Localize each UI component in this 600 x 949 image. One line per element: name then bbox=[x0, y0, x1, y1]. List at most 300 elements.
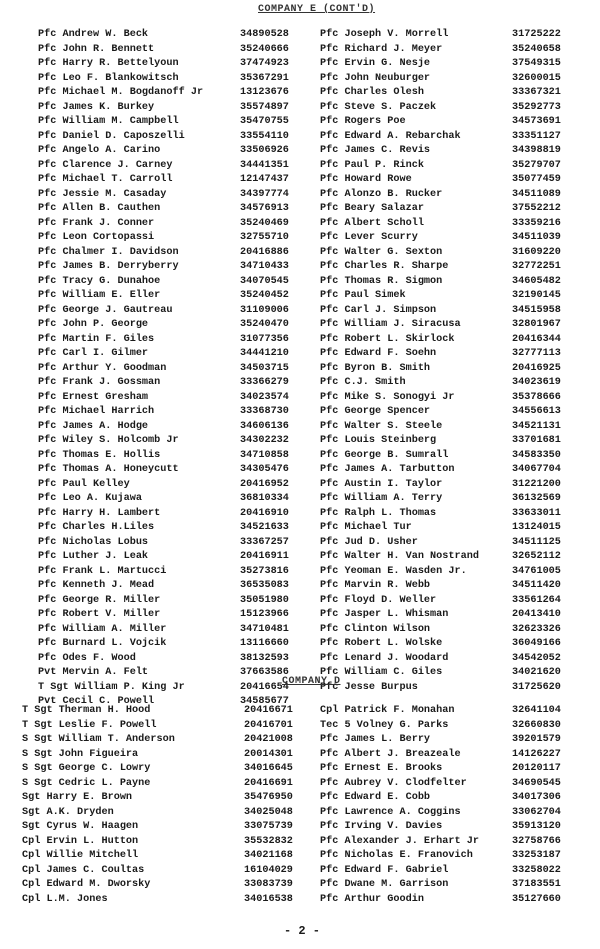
roster-entry bbox=[38, 144, 308, 159]
page-number: - 2 - bbox=[284, 924, 321, 938]
roster-entry bbox=[38, 565, 308, 580]
roster-entry bbox=[38, 260, 308, 275]
soldier-name: Pfc Wiley S. Holcomb Jr bbox=[38, 435, 179, 446]
serial-number: 35279707 bbox=[512, 159, 561, 171]
soldier-name: Pfc Thomas A. Honeycutt bbox=[38, 464, 179, 475]
soldier-name: Sgt Cyrus W. Haagen bbox=[22, 821, 139, 832]
company-d-left-column bbox=[22, 704, 307, 907]
serial-number: 34576913 bbox=[240, 203, 289, 214]
roster-entry bbox=[320, 434, 582, 449]
serial-number: 31221200 bbox=[512, 478, 561, 490]
roster-entry bbox=[38, 420, 308, 435]
soldier-name: Pfc Jasper L. Whisman bbox=[320, 609, 449, 620]
soldier-name: Pfc Arthur Y. Goodman bbox=[38, 362, 167, 374]
roster-entry bbox=[38, 362, 308, 377]
serial-number: 34606136 bbox=[240, 420, 289, 432]
roster-entry bbox=[320, 893, 582, 908]
roster-entry bbox=[320, 173, 582, 188]
serial-number: 34021168 bbox=[244, 850, 293, 861]
soldier-name: Pfc Edward A. Rebarchak bbox=[320, 130, 461, 142]
serial-number: 35378666 bbox=[512, 391, 561, 403]
serial-number: 34710433 bbox=[240, 261, 289, 272]
roster-entry bbox=[320, 791, 582, 806]
serial-number: 33633011 bbox=[512, 507, 561, 519]
serial-number: 31609220 bbox=[512, 246, 561, 258]
serial-number: 36132569 bbox=[512, 493, 561, 504]
serial-number: 34023574 bbox=[240, 391, 289, 403]
roster-entry bbox=[38, 347, 308, 362]
serial-number: 35077459 bbox=[512, 174, 561, 185]
roster-entry bbox=[38, 405, 308, 420]
soldier-name: Pfc Robert L. Skirlock bbox=[320, 333, 455, 345]
serial-number: 34398819 bbox=[512, 145, 561, 156]
serial-number: 34515958 bbox=[512, 304, 561, 316]
roster-entry bbox=[38, 579, 308, 594]
serial-number: 35240452 bbox=[240, 290, 289, 301]
roster-entry bbox=[38, 652, 308, 667]
serial-number: 20416671 bbox=[244, 705, 293, 716]
roster-entry bbox=[320, 28, 582, 43]
serial-number: 31077356 bbox=[240, 333, 289, 345]
soldier-name: S Sgt John Figueira bbox=[22, 748, 139, 760]
roster-entry bbox=[320, 733, 582, 748]
serial-number: 34511125 bbox=[512, 536, 561, 548]
soldier-name: Pfc Burnard L. Vojcik bbox=[38, 638, 167, 649]
roster-entry bbox=[38, 449, 308, 464]
soldier-name: Pfc James K. Burkey bbox=[38, 101, 155, 113]
roster-entry bbox=[38, 536, 308, 551]
soldier-name: Pfc William A. Miller bbox=[38, 623, 167, 635]
roster-entry bbox=[320, 318, 582, 333]
serial-number: 33075739 bbox=[244, 821, 293, 832]
serial-number: 33253187 bbox=[512, 850, 561, 861]
serial-number: 35240666 bbox=[240, 43, 289, 55]
roster-entry bbox=[38, 115, 308, 130]
soldier-name: Pfc Luther J. Leak bbox=[38, 551, 149, 562]
soldier-name: Pfc Albert J. Breazeale bbox=[320, 748, 461, 760]
serial-number: 20413410 bbox=[512, 609, 561, 620]
roster-entry bbox=[22, 791, 307, 806]
soldier-name: Pfc Walter S. Steele bbox=[320, 420, 443, 432]
serial-number: 32777113 bbox=[512, 348, 561, 359]
soldier-name: Pfc Austin I. Taylor bbox=[320, 478, 443, 490]
soldier-name: Pfc Harry R. Bettelyoun bbox=[38, 58, 179, 69]
roster-entry bbox=[320, 478, 582, 493]
soldier-name: Pfc James L. Berry bbox=[320, 734, 431, 745]
soldier-name: T Sgt William P. King Jr bbox=[38, 681, 185, 693]
soldier-name: Cpl Patrick F. Monahan bbox=[320, 705, 455, 716]
roster-entry bbox=[38, 608, 308, 623]
serial-number: 20416925 bbox=[512, 362, 561, 374]
soldier-name: Pfc James A. Hodge bbox=[38, 420, 149, 432]
roster-entry bbox=[38, 478, 308, 493]
roster-entry bbox=[320, 449, 582, 464]
soldier-name: Pfc Edward F. Gabriel bbox=[320, 864, 449, 876]
soldier-name: S Sgt Cedric L. Payne bbox=[22, 777, 151, 789]
serial-number: 32758766 bbox=[512, 835, 561, 847]
serial-number: 37663586 bbox=[240, 667, 289, 678]
soldier-name: Pfc C.J. Smith bbox=[320, 377, 406, 388]
serial-number: 34583350 bbox=[512, 449, 561, 461]
serial-number: 35367291 bbox=[240, 72, 289, 84]
serial-number: 33561264 bbox=[512, 594, 561, 606]
soldier-name: Pfc John R. Bennett bbox=[38, 43, 155, 55]
serial-number: 33368730 bbox=[240, 406, 289, 417]
soldier-name: Pfc Martin F. Giles bbox=[38, 333, 155, 345]
soldier-name: Sgt A.K. Dryden bbox=[22, 806, 114, 818]
serial-number: 35051980 bbox=[240, 594, 289, 606]
serial-number: 34025048 bbox=[244, 806, 293, 818]
serial-number: 13124015 bbox=[512, 522, 561, 533]
serial-number: 34067704 bbox=[512, 464, 561, 475]
roster-entry bbox=[38, 594, 308, 609]
roster-entry bbox=[320, 550, 582, 565]
soldier-name: Pfc Howard Rowe bbox=[320, 174, 412, 185]
serial-number: 20416344 bbox=[512, 333, 561, 345]
soldier-name: Pfc Lenard J. Woodard bbox=[320, 652, 449, 664]
soldier-name: Pfc Louis Steinberg bbox=[320, 435, 437, 446]
serial-number: 20421008 bbox=[244, 734, 293, 745]
roster-entry bbox=[38, 333, 308, 348]
roster-entry bbox=[38, 550, 308, 565]
roster-entry bbox=[320, 188, 582, 203]
soldier-name: Pfc Walter H. Van Nostrand bbox=[320, 551, 479, 562]
roster-entry bbox=[320, 304, 582, 319]
serial-number: 35240469 bbox=[240, 217, 289, 229]
roster-entry bbox=[320, 463, 582, 478]
roster-entry bbox=[38, 391, 308, 406]
roster-entry bbox=[22, 835, 307, 850]
soldier-name: Pfc Lever Scurry bbox=[320, 232, 418, 243]
roster-entry bbox=[320, 608, 582, 623]
soldier-name: Cpl Edward M. Dworsky bbox=[22, 879, 151, 890]
roster-entry bbox=[22, 762, 307, 777]
roster-entry bbox=[320, 217, 582, 232]
soldier-name: Pfc Jessie M. Casaday bbox=[38, 188, 167, 200]
soldier-name: Pfc Dwane M. Garrison bbox=[320, 879, 449, 890]
serial-number: 35913120 bbox=[512, 821, 561, 832]
soldier-name: Pfc Ernest Gresham bbox=[38, 391, 149, 403]
serial-number: 35240470 bbox=[240, 319, 289, 330]
serial-number: 13123676 bbox=[240, 87, 289, 98]
serial-number: 35476950 bbox=[244, 792, 293, 803]
roster-entry bbox=[320, 835, 582, 850]
soldier-name: Pfc Nicholas Lobus bbox=[38, 536, 149, 548]
soldier-name: Pfc John Neuburger bbox=[320, 72, 431, 84]
soldier-name: Cpl James C. Coultas bbox=[22, 864, 145, 876]
serial-number: 32652112 bbox=[512, 551, 561, 562]
roster-entry bbox=[320, 652, 582, 667]
roster-entry bbox=[320, 57, 582, 72]
soldier-name: S Sgt William T. Anderson bbox=[22, 734, 175, 745]
roster-entry bbox=[38, 202, 308, 217]
serial-number: 34023619 bbox=[512, 377, 561, 388]
soldier-name: Cpl Willie Mitchell bbox=[22, 850, 139, 861]
serial-number: 12147437 bbox=[240, 174, 289, 185]
soldier-name: Pfc Charles Olesh bbox=[320, 87, 424, 98]
serial-number: 33701681 bbox=[512, 435, 561, 446]
company-d-header: COMPANY D bbox=[282, 676, 341, 687]
soldier-name: Pfc Ernest E. Brooks bbox=[320, 763, 443, 774]
soldier-name: Pfc Leo F. Blankowitsch bbox=[38, 72, 179, 84]
roster-entry bbox=[38, 376, 308, 391]
roster-entry bbox=[320, 507, 582, 522]
roster-entry bbox=[38, 28, 308, 43]
soldier-name: Pfc Clinton Wilson bbox=[320, 623, 431, 635]
roster-entry bbox=[320, 777, 582, 792]
roster-entry bbox=[38, 188, 308, 203]
serial-number: 34511420 bbox=[512, 580, 561, 591]
soldier-name: Pfc George R. Miller bbox=[38, 594, 161, 606]
roster-entry bbox=[320, 246, 582, 261]
serial-number: 20416952 bbox=[240, 478, 289, 490]
soldier-name: Pfc Frank J. Conner bbox=[38, 217, 155, 229]
roster-entry bbox=[38, 304, 308, 319]
serial-number: 13116660 bbox=[240, 638, 289, 649]
soldier-name: Pfc Byron B. Smith bbox=[320, 362, 431, 374]
roster-entry bbox=[320, 492, 582, 507]
company-e-header: COMPANY E (CONT'D) bbox=[258, 4, 376, 15]
serial-number: 32801967 bbox=[512, 319, 561, 330]
roster-entry bbox=[320, 864, 582, 879]
roster-entry bbox=[320, 762, 582, 777]
roster-entry bbox=[320, 579, 582, 594]
serial-number: 15123966 bbox=[240, 609, 289, 620]
roster-entry bbox=[22, 820, 307, 835]
serial-number: 20416654 bbox=[240, 681, 289, 693]
soldier-name: Pfc Alexander J. Erhart Jr bbox=[320, 835, 479, 847]
company-e-right-column bbox=[320, 28, 582, 695]
serial-number: 34585677 bbox=[240, 696, 289, 707]
serial-number: 33359216 bbox=[512, 217, 561, 229]
soldier-name: Pfc Floyd D. Weller bbox=[320, 594, 437, 606]
roster-entry bbox=[320, 806, 582, 821]
soldier-name: Pfc Jesse Burpus bbox=[320, 681, 418, 693]
serial-number: 34016538 bbox=[244, 893, 293, 905]
soldier-name: Sgt Harry E. Brown bbox=[22, 792, 133, 803]
soldier-name: Pfc Charles R. Sharpe bbox=[320, 261, 449, 272]
soldier-name: Pfc James B. Derryberry bbox=[38, 261, 179, 272]
roster-entry bbox=[38, 434, 308, 449]
serial-number: 32755710 bbox=[240, 232, 289, 243]
soldier-name: Pfc Irving V. Davies bbox=[320, 821, 443, 832]
soldier-name: Pfc Ralph L. Thomas bbox=[320, 507, 437, 519]
roster-entry bbox=[320, 86, 582, 101]
serial-number: 37552212 bbox=[512, 203, 561, 214]
roster-entry bbox=[320, 623, 582, 638]
serial-number: 34511039 bbox=[512, 232, 561, 243]
roster-entry bbox=[320, 376, 582, 391]
serial-number: 34573691 bbox=[512, 116, 561, 127]
soldier-name: Pfc Arthur Goodin bbox=[320, 893, 424, 905]
roster-entry bbox=[320, 666, 582, 681]
serial-number: 34397774 bbox=[240, 188, 289, 200]
soldier-name: Cpl Ervin L. Hutton bbox=[22, 835, 139, 847]
soldier-name: Pfc Leon Cortopassi bbox=[38, 232, 155, 243]
serial-number: 33366279 bbox=[240, 377, 289, 388]
roster-entry bbox=[22, 849, 307, 864]
roster-entry bbox=[38, 637, 308, 652]
soldier-name: Pfc Edward E. Cobb bbox=[320, 792, 431, 803]
serial-number: 31725222 bbox=[512, 29, 561, 40]
soldier-name: Pfc James C. Revis bbox=[320, 145, 431, 156]
roster-entry bbox=[38, 492, 308, 507]
soldier-name: Pfc Albert Scholl bbox=[320, 217, 424, 229]
roster-entry bbox=[38, 463, 308, 478]
roster-entry bbox=[320, 820, 582, 835]
soldier-name: Pfc John P. George bbox=[38, 319, 149, 330]
roster-entry bbox=[320, 420, 582, 435]
roster-entry bbox=[22, 748, 307, 763]
roster-entry bbox=[38, 289, 308, 304]
roster-entry bbox=[320, 391, 582, 406]
serial-number: 32641104 bbox=[512, 705, 561, 716]
soldier-name: Pfc Harry H. Lambert bbox=[38, 507, 161, 519]
serial-number: 34305476 bbox=[240, 464, 289, 475]
soldier-name: Pfc Lawrence A. Coggins bbox=[320, 806, 461, 818]
serial-number: 39201579 bbox=[512, 734, 561, 745]
roster-entry bbox=[320, 565, 582, 580]
soldier-name: Pvt Mervin A. Felt bbox=[38, 667, 149, 678]
soldier-name: Pfc Clarence J. Carney bbox=[38, 159, 173, 171]
serial-number: 34016645 bbox=[244, 763, 293, 774]
soldier-name: Pfc Frank L. Martucci bbox=[38, 565, 167, 577]
soldier-name: Pfc Nicholas E. Franovich bbox=[320, 850, 473, 861]
roster-entry bbox=[320, 115, 582, 130]
soldier-name: Tec 5 Volney G. Parks bbox=[320, 719, 449, 731]
soldier-name: T Sgt Leslie F. Powell bbox=[22, 719, 157, 731]
roster-entry bbox=[22, 864, 307, 879]
serial-number: 34441210 bbox=[240, 348, 289, 359]
serial-number: 20014301 bbox=[244, 748, 293, 760]
serial-number: 37183551 bbox=[512, 879, 561, 890]
serial-number: 34890528 bbox=[240, 29, 289, 40]
soldier-name: Pfc Mike S. Sonogyi Jr bbox=[320, 391, 455, 403]
roster-entry bbox=[38, 507, 308, 522]
serial-number: 33367257 bbox=[240, 536, 289, 548]
soldier-name: Pfc Thomas E. Hollis bbox=[38, 449, 161, 461]
roster-entry bbox=[320, 536, 582, 551]
serial-number: 35470755 bbox=[240, 116, 289, 127]
soldier-name: Pfc Leo A. Kujawa bbox=[38, 493, 142, 504]
soldier-name: Pfc Michael Harrich bbox=[38, 406, 155, 417]
serial-number: 35292773 bbox=[512, 101, 561, 113]
serial-number: 31725620 bbox=[512, 681, 561, 693]
serial-number: 32772251 bbox=[512, 261, 561, 272]
serial-number: 34556613 bbox=[512, 406, 561, 417]
soldier-name: Pfc Richard J. Meyer bbox=[320, 43, 443, 55]
company-d-right-column bbox=[320, 704, 582, 907]
roster-entry bbox=[320, 289, 582, 304]
serial-number: 33062704 bbox=[512, 806, 561, 818]
serial-number: 33506926 bbox=[240, 145, 289, 156]
roster-entry bbox=[320, 101, 582, 116]
roster-entry bbox=[320, 144, 582, 159]
serial-number: 20416691 bbox=[244, 777, 293, 789]
serial-number: 31109006 bbox=[240, 304, 289, 316]
roster-entry bbox=[38, 217, 308, 232]
roster-entry bbox=[320, 347, 582, 362]
serial-number: 35574897 bbox=[240, 101, 289, 113]
soldier-name: Pfc George B. Sumrall bbox=[320, 449, 449, 461]
soldier-name: Pfc William A. Terry bbox=[320, 493, 443, 504]
serial-number: 32660830 bbox=[512, 719, 561, 731]
roster-entry bbox=[320, 405, 582, 420]
roster-entry bbox=[38, 521, 308, 536]
roster-entry bbox=[22, 893, 307, 908]
serial-number: 14126227 bbox=[512, 748, 561, 760]
serial-number: 34521131 bbox=[512, 420, 561, 432]
serial-number: 33351127 bbox=[512, 130, 561, 142]
soldier-name: Pfc Daniel D. Caposzelli bbox=[38, 130, 185, 142]
soldier-name: Pfc William M. Campbell bbox=[38, 116, 179, 127]
roster-entry bbox=[22, 733, 307, 748]
roster-entry bbox=[320, 43, 582, 58]
soldier-name: Pfc William E. Eller bbox=[38, 290, 161, 301]
soldier-name: Pfc Angelo A. Carino bbox=[38, 145, 161, 156]
roster-entry bbox=[38, 318, 308, 333]
serial-number: 34710858 bbox=[240, 449, 289, 461]
roster-entry bbox=[320, 594, 582, 609]
roster-entry bbox=[38, 173, 308, 188]
soldier-name: Pfc Carl J. Simpson bbox=[320, 304, 437, 316]
serial-number: 34503715 bbox=[240, 362, 289, 374]
soldier-name: Pfc Paul P. Rinck bbox=[320, 159, 424, 171]
roster-entry bbox=[320, 260, 582, 275]
serial-number: 32600015 bbox=[512, 72, 561, 84]
soldier-name: S Sgt George C. Lowry bbox=[22, 763, 151, 774]
roster-entry bbox=[22, 878, 307, 893]
roster-entry bbox=[320, 275, 582, 290]
soldier-name: Pfc Robert V. Miller bbox=[38, 609, 161, 620]
serial-number: 33258022 bbox=[512, 864, 561, 876]
roster-entry bbox=[320, 681, 582, 696]
roster-entry bbox=[38, 681, 308, 696]
serial-number: 34017306 bbox=[512, 792, 561, 803]
serial-number: 36810334 bbox=[240, 493, 289, 504]
soldier-name: Pfc Walter G. Sexton bbox=[320, 246, 443, 258]
soldier-name: Pfc Kenneth J. Mead bbox=[38, 580, 155, 591]
soldier-name: Pfc James A. Tarbutton bbox=[320, 464, 455, 475]
soldier-name: Pfc Charles H.Liles bbox=[38, 522, 155, 533]
serial-number: 35127660 bbox=[512, 893, 561, 905]
roster-entry bbox=[320, 719, 582, 734]
soldier-name: Pfc Allen B. Cauthen bbox=[38, 203, 161, 214]
roster-entry bbox=[38, 275, 308, 290]
serial-number: 34511089 bbox=[512, 188, 561, 200]
soldier-name: Pfc Aubrey V. Clodfelter bbox=[320, 777, 467, 789]
roster-entry bbox=[320, 333, 582, 348]
soldier-name: Pfc Thomas R. Sigmon bbox=[320, 275, 443, 287]
roster-entry bbox=[320, 704, 582, 719]
serial-number: 36049166 bbox=[512, 638, 561, 649]
roster-entry bbox=[320, 878, 582, 893]
serial-number: 20416910 bbox=[240, 507, 289, 519]
serial-number: 34690545 bbox=[512, 777, 561, 789]
roster-entry bbox=[320, 637, 582, 652]
soldier-name: Pfc Ervin G. Nesje bbox=[320, 58, 431, 69]
soldier-name: Pfc Robert L. Wolske bbox=[320, 638, 443, 649]
roster-entry bbox=[320, 362, 582, 377]
roster-entry bbox=[320, 130, 582, 145]
soldier-name: Pvt Cecil C. Powell bbox=[38, 696, 155, 707]
soldier-name: Pfc Michael M. Bogdanoff Jr bbox=[38, 87, 204, 98]
soldier-name: Cpl L.M. Jones bbox=[22, 893, 108, 905]
serial-number: 34021620 bbox=[512, 667, 561, 678]
serial-number: 33367321 bbox=[512, 87, 561, 98]
soldier-name: Pfc Marvin R. Webb bbox=[320, 580, 431, 591]
soldier-name: Pfc Steve S. Paczek bbox=[320, 101, 437, 113]
